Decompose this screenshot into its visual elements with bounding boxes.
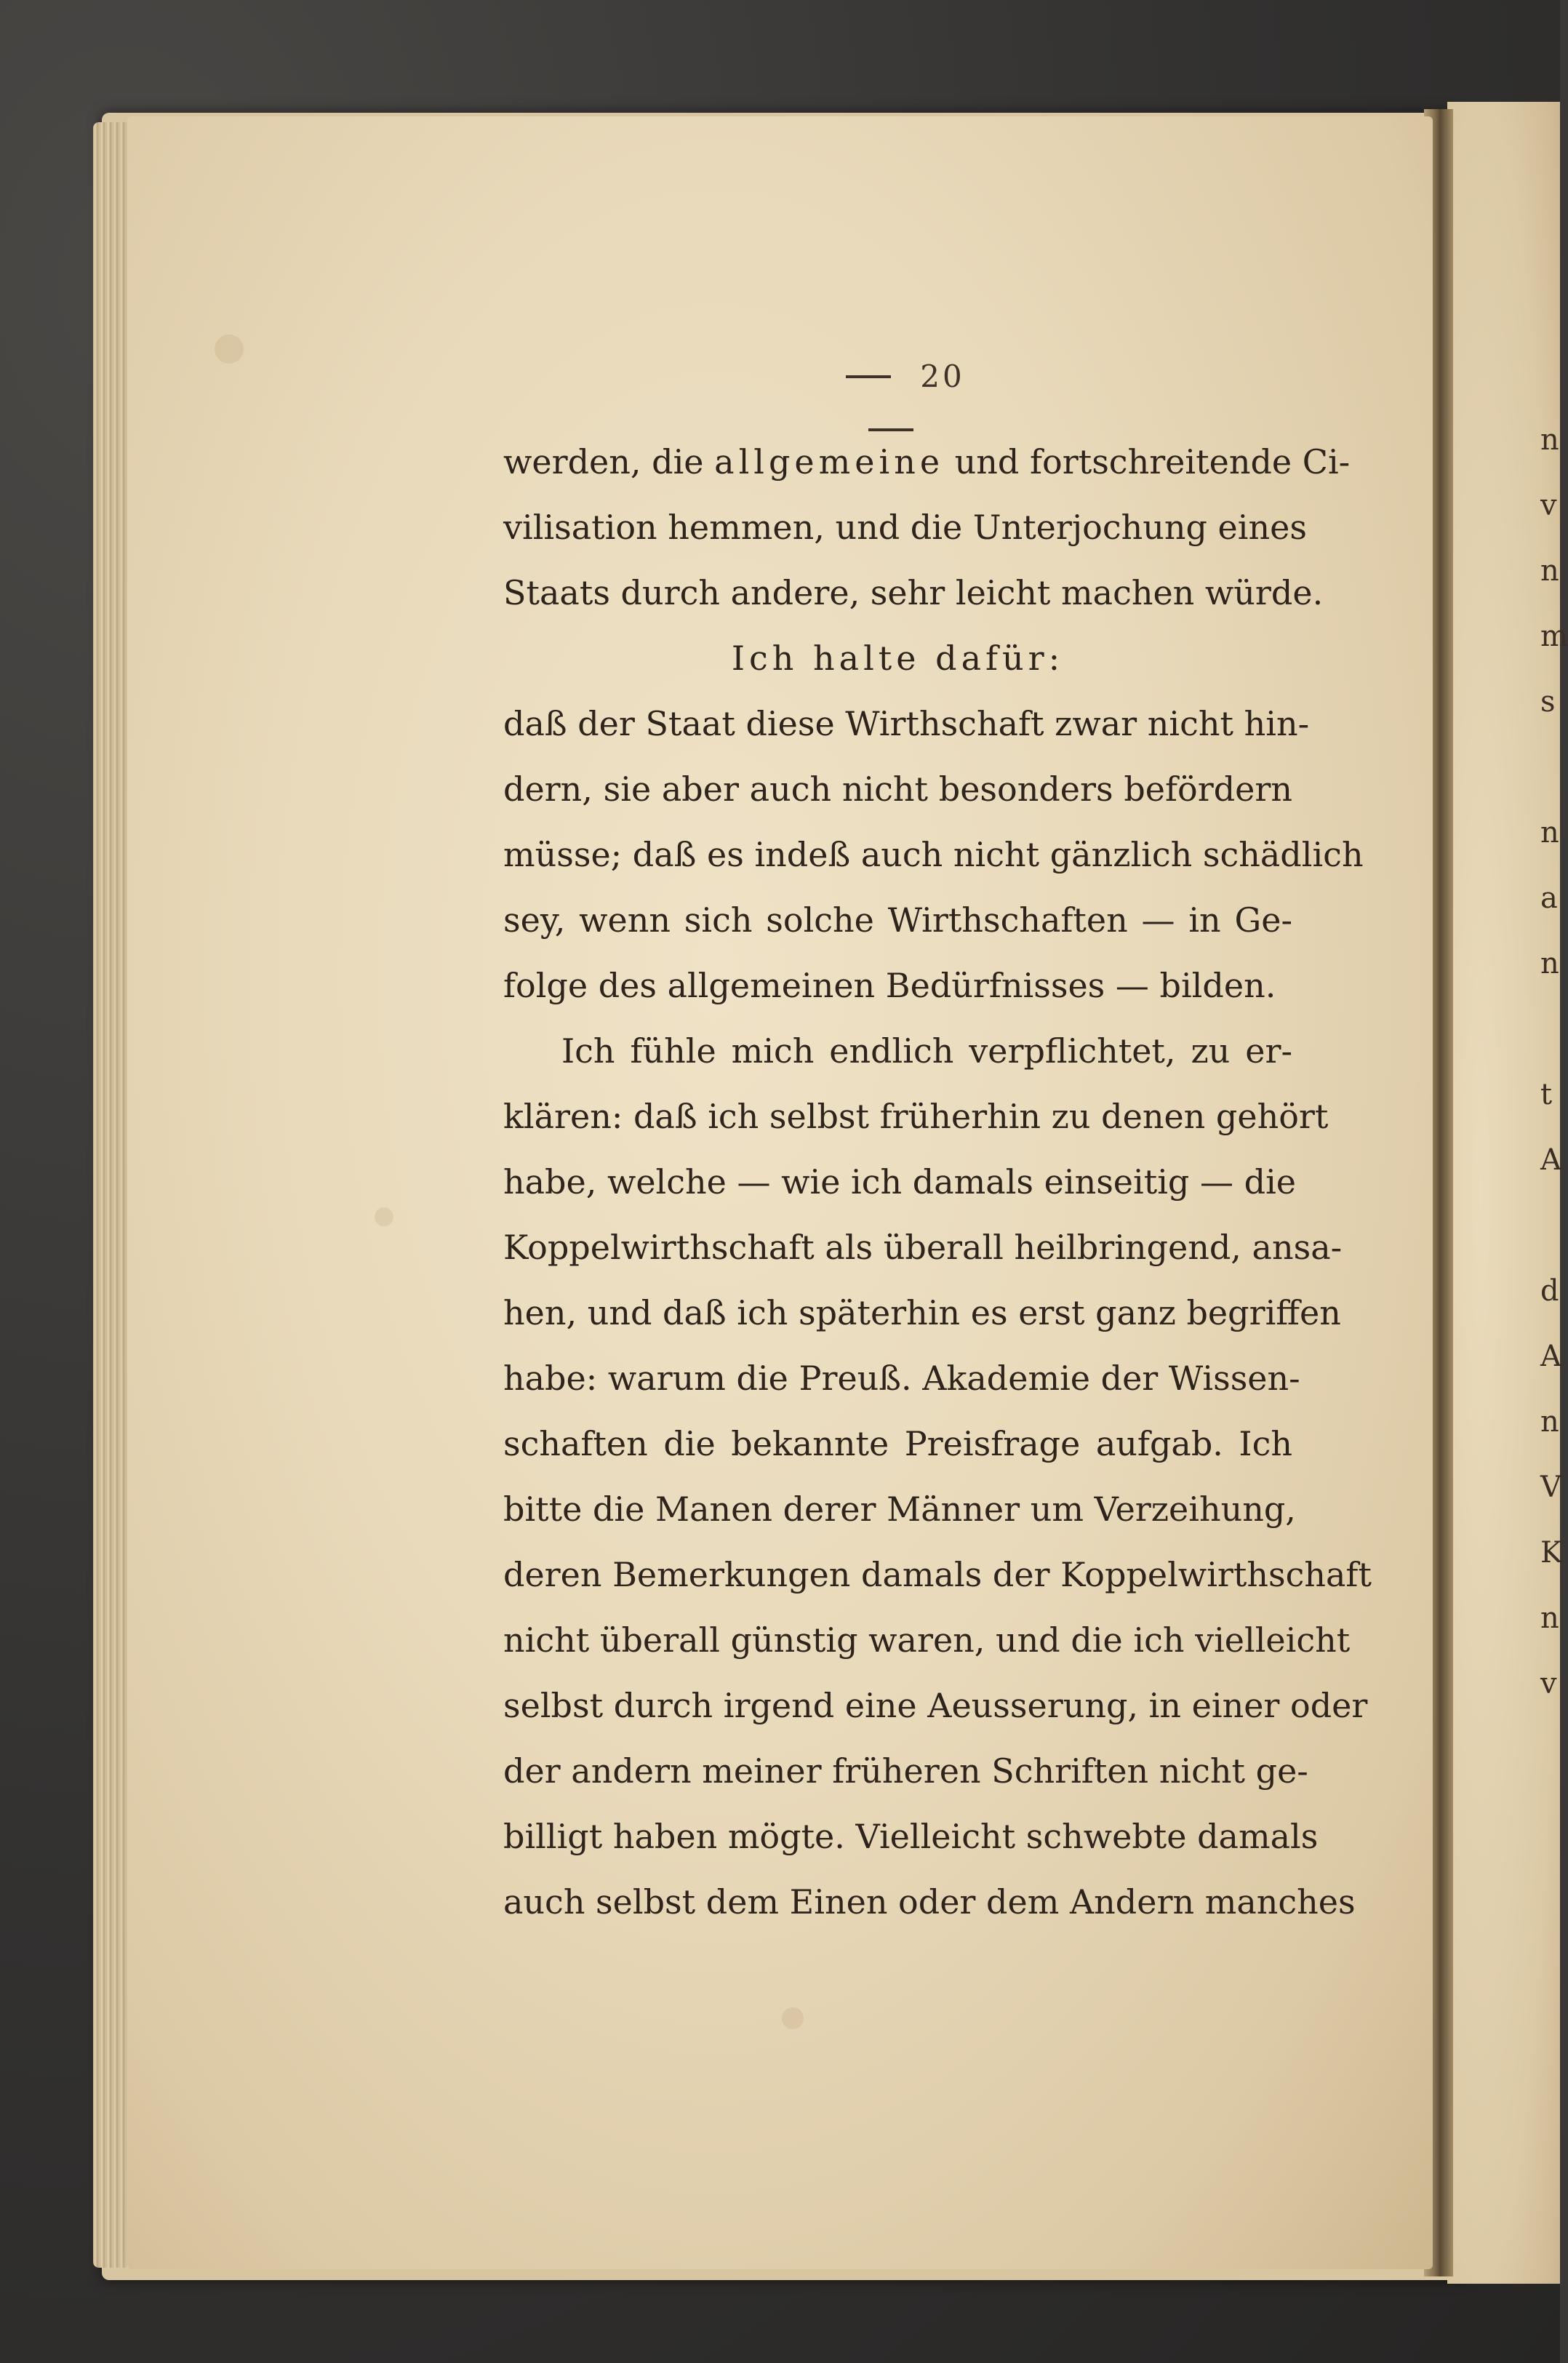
facing-page-letter: s: [1540, 685, 1556, 719]
facing-page-letter: A: [1540, 1340, 1561, 1373]
header-dash-left: [846, 375, 891, 378]
text-line-22: billigt haben mögte. Vielleicht schwebte damals: [503, 1817, 1319, 1856]
facing-page-letter: a: [1540, 881, 1558, 915]
text-line-20: selbst durch irgend eine Aeusserung, in einer oder: [503, 1686, 1368, 1725]
text-line-15: habe: warum die Preuß. Akademie der Wissen-: [503, 1359, 1300, 1398]
text-line-3: Staats durch andere, sehr leicht machen würde.: [503, 573, 1324, 612]
text-line-1: werden, die allgemeine und fortschreitende Ci-: [503, 442, 1351, 481]
text-line-12: habe, welche — wie ich damals einseitig — die: [503, 1162, 1297, 1202]
text-line-6: dern, sie aber auch nicht besonders befördern: [503, 769, 1292, 809]
page-header: [767, 349, 1015, 400]
facing-page-letter: n: [1540, 816, 1559, 849]
text-line-4-heading: Ich halte dafür:: [731, 639, 1065, 678]
facing-page-letter: n: [1540, 554, 1559, 588]
facing-page-letter: [1540, 1193, 1560, 1258]
facing-page-letter: n: [1540, 1602, 1559, 1635]
text-line-21: der andern meiner früheren Schriften nicht ge-: [503, 1751, 1308, 1791]
facing-page-letter: v: [1540, 1667, 1557, 1700]
facing-page-letter: t: [1540, 1078, 1553, 1111]
text-line-16: schaften die bekannte Preisfrage aufgab. Ich: [503, 1424, 1292, 1463]
text-line-9: folge des allgemeinen Bedürfnisses — bilden.: [503, 966, 1276, 1005]
facing-page-letter: n: [1540, 423, 1559, 457]
facing-page-letter: v: [1540, 489, 1557, 522]
text-line-10: Ich fühle mich endlich verpflichtet, zu er-: [561, 1031, 1292, 1071]
facing-page-letter: A: [1540, 1143, 1561, 1177]
facing-page-letter: [1540, 735, 1560, 800]
body-text: [503, 429, 1372, 1935]
text-line-18: deren Bemerkungen damals der Koppelwirthschaft: [503, 1555, 1372, 1594]
text-line-5: daß der Staat diese Wirthschaft zwar nicht hin-: [503, 704, 1310, 743]
facing-page-letter: [1540, 996, 1560, 1062]
facing-page-letter: d: [1540, 1274, 1559, 1308]
text-line-8: sey, wenn sich solche Wirthschaften — in Ge-: [503, 900, 1292, 940]
text-line-7: müsse; daß es indeß auch nicht gänzlich schädlich: [503, 835, 1364, 874]
facing-page-letter: K: [1540, 1536, 1562, 1570]
facing-page-letter: n: [1540, 947, 1559, 980]
facing-page-letter: m: [1540, 620, 1568, 653]
facing-page-letter: V: [1540, 1471, 1561, 1504]
page-number: 20: [920, 359, 965, 394]
text-line-17: bitte die Manen derer Männer um Verzeihung,: [503, 1490, 1296, 1529]
text-line-19: nicht überall günstig waren, und die ich vielleicht: [503, 1620, 1351, 1660]
text-line-23: auch selbst dem Einen oder dem Andern manches: [503, 1882, 1356, 1922]
text-line-11: klären: daß ich selbst früherhin zu denen gehört: [503, 1097, 1329, 1136]
text-line-2: vilisation hemmen, und die Unterjochung eines: [503, 508, 1307, 547]
facing-page-text-fragment: [1540, 407, 1568, 1789]
facing-page-letter: n: [1540, 1405, 1559, 1439]
text-line-14: hen, und daß ich späterhin es erst ganz begriffen: [503, 1293, 1341, 1332]
text-line-13: Koppelwirthschaft als überall heilbringend, ansa-: [503, 1228, 1343, 1267]
